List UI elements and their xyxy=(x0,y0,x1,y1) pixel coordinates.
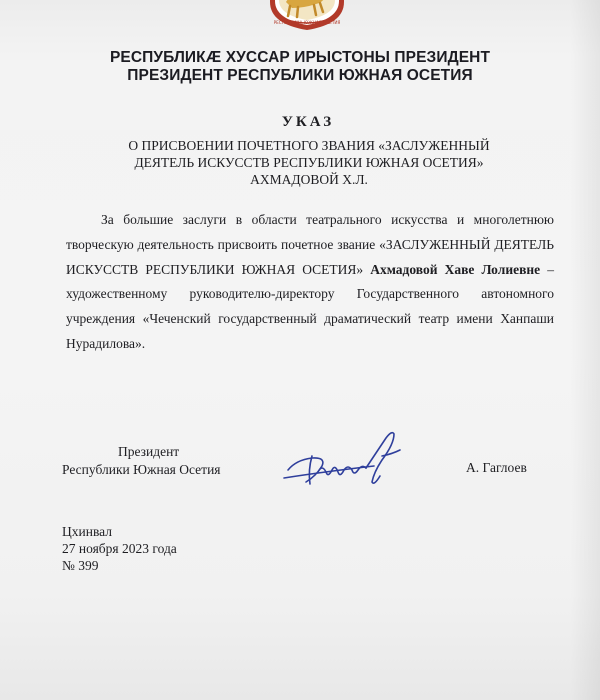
document-subtitle-line-2: ДЕЯТЕЛЬ ИСКУССТВ РЕСПУБЛИКИ ЮЖНАЯ ОСЕТИЯ» xyxy=(134,155,484,170)
issue-place: Цхинвал xyxy=(62,524,112,539)
decree-body xyxy=(66,208,554,357)
coat-of-arms-icon xyxy=(262,0,352,30)
header-russian-title: ПРЕЗИДЕНТ РЕСПУБЛИКИ ЮЖНАЯ ОСЕТИЯ xyxy=(127,67,473,84)
document-subtitle-line-1: О ПРИСВОЕНИИ ПОЧЕТНОГО ЗВАНИЯ «ЗАСЛУЖЕННЫЙ xyxy=(128,138,490,153)
decree-number: № 399 xyxy=(62,558,99,573)
document-title: УКАЗ xyxy=(281,114,335,130)
svg-text:РЕСПУБЛИКА ЮЖНАЯ ОСЕТИЯ: РЕСПУБЛИКА ЮЖНАЯ ОСЕТИЯ xyxy=(273,20,341,25)
signatory-name: А. Гаглоев xyxy=(466,460,527,475)
handwritten-signature xyxy=(282,420,412,500)
page-shadow xyxy=(570,0,600,700)
signatory-title-line-1: Президент xyxy=(118,444,180,459)
header-ossetian-title: РЕСПУБЛИКÆ ХУССАР ИРЫСТОНЫ ПРЕЗИДЕНТ xyxy=(109,49,491,66)
decree-body-part-1: За большие заслуги в области театрального искусства и многолетнюю творческую деятельность присвоить почетное звание «ЗАСЛУЖЕННЫЙ ДЕЯТЕЛЬ ИСКУССТВ РЕСПУБЛИКИ ЮЖНАЯ ОСЕТИЯ» xyxy=(66,212,554,277)
issue-date: 27 ноября 2023 года xyxy=(62,541,177,556)
document-subtitle-line-3: АХМАДОВОЙ Х.Л. xyxy=(250,172,368,187)
signatory-title-line-2: Республики Южная Осетия xyxy=(62,462,221,477)
awardee-name: Ахмадовой Хаве Лолиевне xyxy=(370,261,541,277)
decree-body-part-2: – художественному руководителю-директору Государственного автономного учреждения «Чеченский государственный драматический театр имени Ханпаши Нурадилова». xyxy=(66,261,554,351)
